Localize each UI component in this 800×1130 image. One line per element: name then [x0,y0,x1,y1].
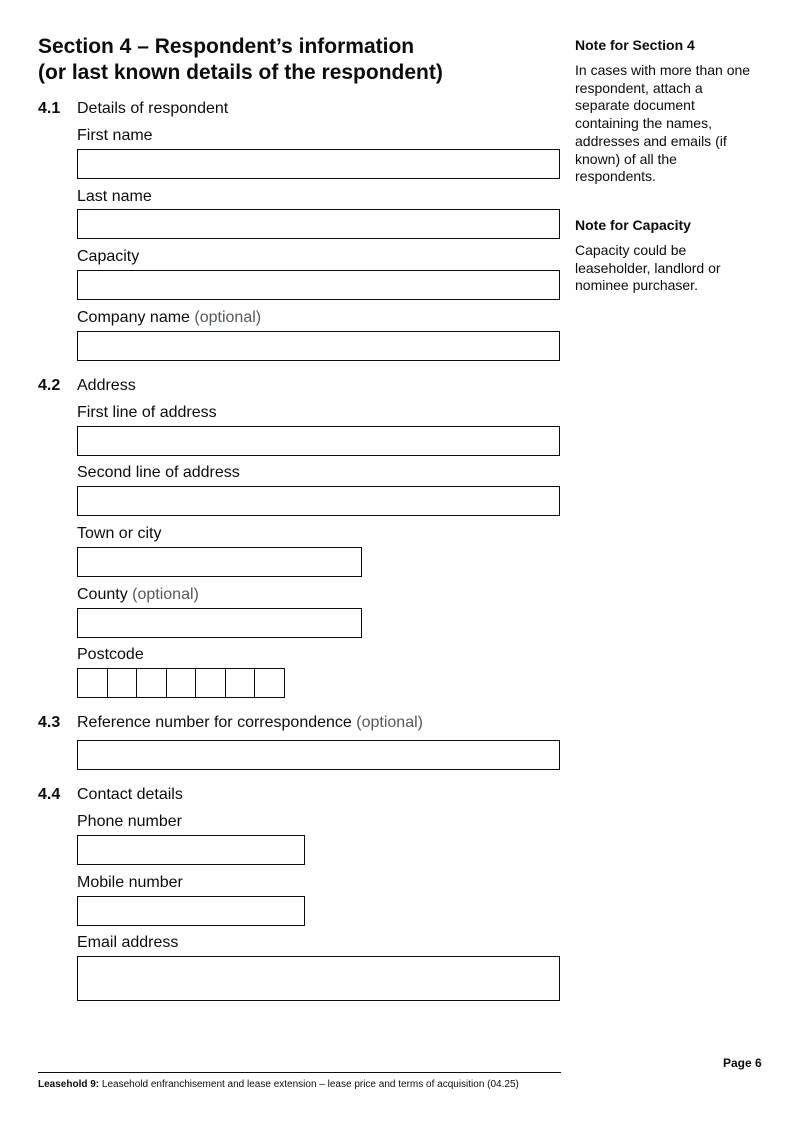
address-line1-label: First line of address [77,404,217,421]
county-label [77,586,199,604]
county-label-text: County [77,586,128,603]
footer-form-name: Leasehold 9: [38,1079,100,1090]
phone-input[interactable] [77,835,305,865]
town-label: Town or city [77,525,162,542]
email-input[interactable] [77,956,560,1001]
question-number-4-2: 4.2 [38,377,61,394]
capacity-input[interactable] [77,270,560,300]
phone-label: Phone number [77,813,182,830]
reference-label-text: Reference number for correspondence [77,714,352,731]
footer-text [38,1079,519,1090]
county-input[interactable] [77,608,362,638]
postcode-cell[interactable] [136,668,167,698]
first-name-label: First name [77,127,153,144]
postcode-label: Postcode [77,646,144,663]
county-optional-hint: (optional) [132,586,199,603]
note-capacity-title: Note for Capacity [575,217,691,233]
page-number: Page 6 [723,1056,762,1070]
address-line2-input[interactable] [77,486,560,516]
footer-form-description: Leasehold enfranchisement and lease extension – lease price and terms of acquisition (04.25) [101,1079,519,1090]
town-input[interactable] [77,547,362,577]
question-number-4-1: 4.1 [38,100,61,117]
postcode-cell[interactable] [254,668,285,698]
address-line2-label: Second line of address [77,464,240,481]
postcode-cell[interactable] [107,668,138,698]
question-title-4-4: Contact details [77,786,183,803]
question-title-4-2: Address [77,377,136,394]
company-name-optional-hint: (optional) [194,309,262,326]
postcode-input [77,668,285,698]
postcode-cell[interactable] [225,668,256,698]
note-section-4-title: Note for Section 4 [575,37,695,53]
company-name-label-text: Company name [77,309,190,326]
capacity-label: Capacity [77,248,140,265]
note-capacity-body: Capacity could be leaseholder, landlord or nominee purchaser. [575,242,721,294]
company-name-input[interactable] [77,331,560,361]
reference-optional-hint: (optional) [356,714,423,731]
footer-divider [38,1072,561,1073]
section-heading [38,34,538,86]
note-section-4-body: In cases with more than one respondent, attach a separate document containing the names, addresses and emails (if known) of all the respondents. [575,62,751,185]
first-name-input[interactable] [77,149,560,179]
postcode-cell[interactable] [77,668,108,698]
mobile-label: Mobile number [77,874,183,891]
postcode-cell[interactable] [166,668,197,698]
question-number-4-3: 4.3 [38,714,61,731]
question-title-4-1: Details of respondent [77,100,229,117]
email-label: Email address [77,934,179,951]
postcode-cell[interactable] [195,668,226,698]
mobile-input[interactable] [77,896,305,926]
question-number-4-4: 4.4 [38,786,61,803]
last-name-input[interactable] [77,209,560,239]
reference-number-input[interactable] [77,740,560,770]
question-title-4-3 [77,714,423,732]
company-name-label [77,309,261,327]
last-name-label: Last name [77,188,152,205]
section-heading-line1: Section 4 – Respondent’s information [38,35,415,58]
address-line1-input[interactable] [77,426,560,456]
section-heading-line2: (or last known details of the respondent) [38,61,443,84]
